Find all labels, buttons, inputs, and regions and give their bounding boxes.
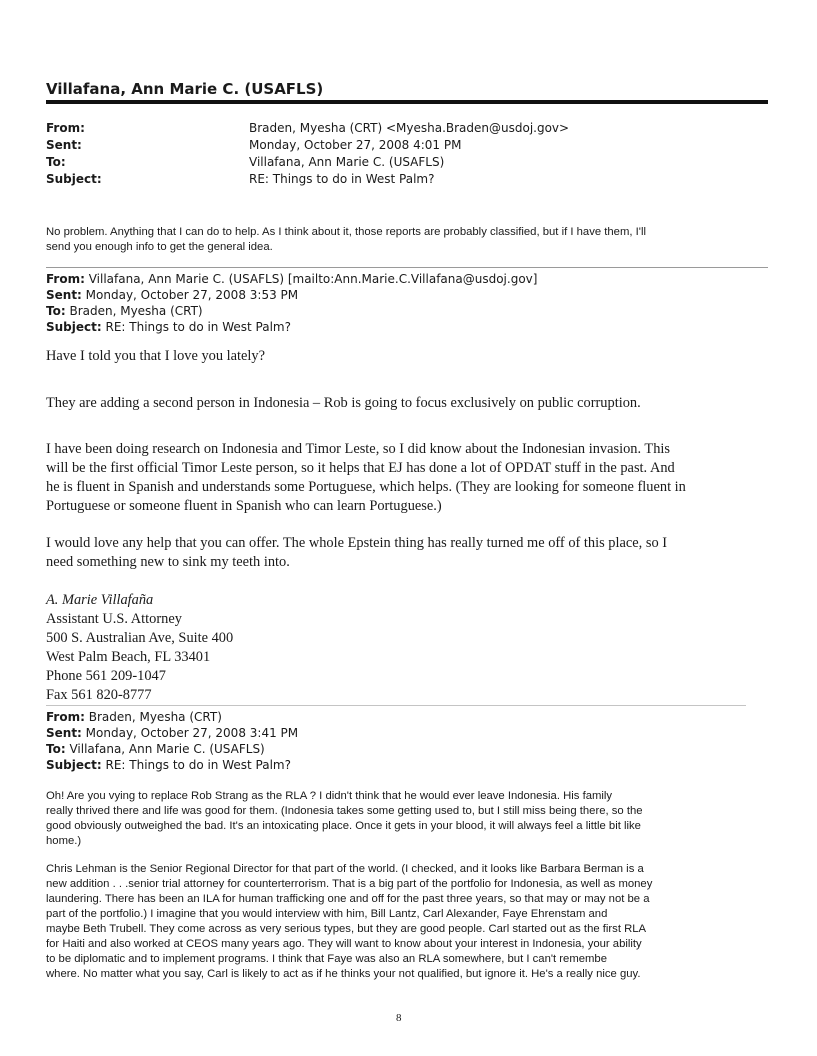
msg3-line: where. No matter what you say, Carl is likely to act as if he thinks your not qualified, but ignore it. He's a really nice guy. xyxy=(46,968,641,980)
message-divider xyxy=(46,267,768,268)
msg2-line: I have been doing research on Indonesia and Timor Leste, so I did know about the Indonesian invasion. This xyxy=(46,441,671,457)
reply1-body xyxy=(46,225,776,255)
msg3-line: maybe Beth Trubell. They come across as very serious types, but they are good people. Carl started out as the first RLA xyxy=(46,923,647,935)
msg3-paragraph-1 xyxy=(46,789,776,849)
header-to-value: Villafana, Ann Marie C. (USAFLS) xyxy=(249,155,445,169)
fw1-sent-value: Monday, October 27, 2008 3:53 PM xyxy=(81,288,299,302)
fw2-to-label: To: xyxy=(46,742,66,756)
header-sent-label: Sent: xyxy=(46,138,82,152)
signature-address1: 500 S. Australian Ave, Suite 400 xyxy=(46,630,234,646)
fw1-from-label: From: xyxy=(46,272,85,286)
msg2-line: need something new to sink my teeth into. xyxy=(46,554,290,570)
fw2-from-value: Braden, Myesha (CRT) xyxy=(84,710,222,724)
msg3-paragraph-2 xyxy=(46,862,776,982)
msg2-paragraph-2: They are adding a second person in Indonesia – Rob is going to focus exclusively on public corruption. xyxy=(46,395,641,411)
header-from-value: Braden, Myesha (CRT) <Myesha.Braden@usdoj.gov> xyxy=(249,121,570,135)
fw1-to-value: Braden, Myesha (CRT) xyxy=(65,304,203,318)
fw1-subject xyxy=(46,320,291,335)
signature-phone: Phone 561 209-1047 xyxy=(46,668,166,684)
msg2-line: I would love any help that you can offer. The whole Epstein thing has really turned me off of this place, so I xyxy=(46,535,668,551)
signature-role: Assistant U.S. Attorney xyxy=(46,611,182,627)
header-sent-value: Monday, October 27, 2008 4:01 PM xyxy=(249,138,462,152)
msg3-line: new addition . . .senior trial attorney for counterterrorism. That is a big part of the portfolio for Indonesia, as well as money xyxy=(46,878,653,890)
header-from-label: From: xyxy=(46,121,85,135)
fw1-sent xyxy=(46,288,298,303)
fw2-from-label: From: xyxy=(46,710,85,724)
msg3-line: for Haiti and also worked at CEOS many years ago. They will want to know about your interest in Indonesia, your ability xyxy=(46,938,642,950)
msg3-line: laundering. There has been an ILA for human trafficking one and off for the past three years, so that may or may not be a xyxy=(46,893,650,905)
fw1-sent-label: Sent: xyxy=(46,288,82,302)
fw2-from xyxy=(46,710,222,725)
fw2-to-value: Villafana, Ann Marie C. (USAFLS) xyxy=(65,742,265,756)
fw1-from xyxy=(46,272,537,287)
fw2-sent-label: Sent: xyxy=(46,726,82,740)
header-to-label: To: xyxy=(46,155,66,169)
reply1-line: send you enough info to get the general idea. xyxy=(46,241,273,253)
fw1-subject-value: RE: Things to do in West Palm? xyxy=(101,320,291,334)
signature-fax: Fax 561 820-8777 xyxy=(46,687,152,703)
fw2-subject-label: Subject: xyxy=(46,758,102,772)
msg2-line: he is fluent in Spanish and understands some Portuguese, which helps. (They are looking for someone fluent in xyxy=(46,479,686,495)
msg2-paragraph-4 xyxy=(46,534,776,572)
fw1-from-value: Villafana, Ann Marie C. (USAFLS) [mailto:Ann.Marie.C.Villafana@usdoj.gov] xyxy=(84,272,538,286)
fw2-subject xyxy=(46,758,291,773)
signature-name: A. Marie Villafaña xyxy=(46,592,154,608)
msg3-line: home.) xyxy=(46,835,82,847)
msg2-line: will be the first official Timor Leste person, so it helps that EJ has done a lot of OPDAT stuff in the past. And xyxy=(46,460,675,476)
fw1-to xyxy=(46,304,203,319)
fw2-sent xyxy=(46,726,298,741)
fw1-to-label: To: xyxy=(46,304,66,318)
msg2-line: Portuguese or someone fluent in Spanish who can learn Portuguese.) xyxy=(46,498,442,514)
msg3-line: Oh! Are you vying to replace Rob Strang as the RLA ? I didn't think that he would ever leave Indonesia. His family xyxy=(46,790,613,802)
title-divider xyxy=(46,100,768,104)
fw2-to xyxy=(46,742,265,757)
msg3-line: really thrived there and life was good for them. (Indonesia takes some getting used to, but I still miss being there, so the xyxy=(46,805,643,817)
page-title: Villafana, Ann Marie C. (USAFLS) xyxy=(46,80,324,98)
signature-address2: West Palm Beach, FL 33401 xyxy=(46,649,211,665)
msg3-line: to be diplomatic and to implement programs. I think that Faye was also an RLA somewhere, but I can't remembe xyxy=(46,953,607,965)
message-divider xyxy=(46,705,746,706)
msg3-line: Chris Lehman is the Senior Regional Director for that part of the world. (I checked, and it looks like Barbara Berman is a xyxy=(46,863,644,875)
msg2-paragraph-3 xyxy=(46,440,776,516)
fw2-subject-value: RE: Things to do in West Palm? xyxy=(101,758,291,772)
fw2-sent-value: Monday, October 27, 2008 3:41 PM xyxy=(81,726,299,740)
reply1-line: No problem. Anything that I can do to help. As I think about it, those reports are probably classified, but if I have them, I'll xyxy=(46,226,646,238)
header-subject-value: RE: Things to do in West Palm? xyxy=(249,172,435,186)
msg2-paragraph-1: Have I told you that I love you lately? xyxy=(46,348,265,364)
header-subject-label: Subject: xyxy=(46,172,102,186)
msg3-line: good obviously outweighed the bad. It's an intoxicating place. Once it gets in your blood, it will always feel a little bit like xyxy=(46,820,641,832)
page-number: 8 xyxy=(396,1012,402,1024)
fw1-subject-label: Subject: xyxy=(46,320,102,334)
msg3-line: part of the portfolio.) I imagine that you would interview with him, Bill Lantz, Carl Alexander, Faye Ehrenstam and xyxy=(46,908,608,920)
